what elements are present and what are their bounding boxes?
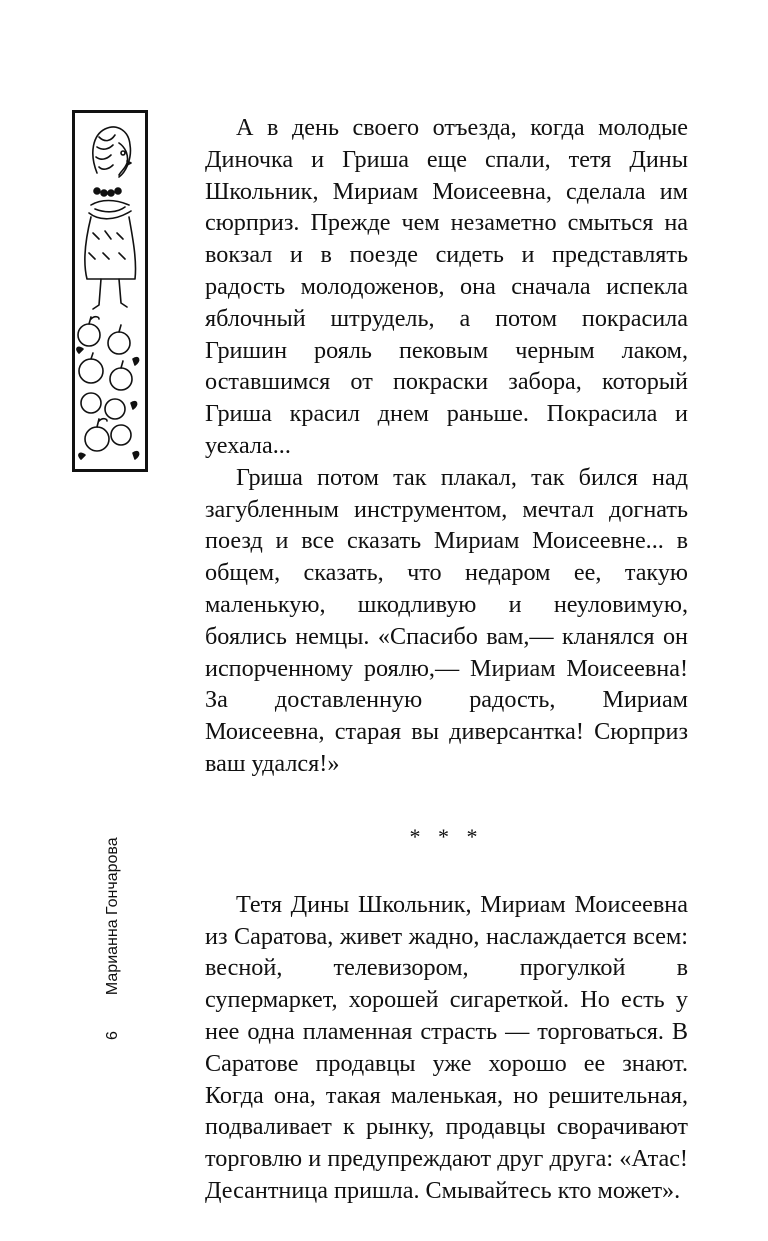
illustration-svg (75, 113, 145, 469)
woman-with-apples-drawing-icon (72, 110, 148, 472)
paragraph-3: Тетя Дины Школьник, Мириам Моисеевна из Саратова, живет жадно, наслаждается всем: весной, телевизором, прогулкой в супермаркет, хорошей сигареткой. Но есть у нее одна пламенная страсть — торговаться. В Саратове продавцы уже хорошо ее знают. Когда она, такая маленькая, но решительная, подваливает к рынку, продавцы сворачивают торговлю и предупреждают друг друга: «Атас! Десантница пришла. Смывайтесь кто может». (205, 890, 688, 1204)
section-separator: * * * (409, 823, 484, 849)
running-head (104, 837, 122, 1040)
paragraph-1: А в день своего отъезда, когда молодые Диночка и Гриша еще спали, тетя Дины Школьник, Мириам Моисеевна, сделала им сюрприз. Прежде чем незаметно смыться на вокзал и в поезде сидеть и представлять радость молодоженов, она сначала испекла яблочный штрудель, а потом покрасила Гришин рояль пековым черным лаком, оставшимся от покраски забора, который Гриша красил днем раньше. Покрасила и уехала... (205, 114, 688, 459)
author-name: Марианна Гончарова (104, 837, 121, 996)
page-number: 6 (104, 1031, 121, 1040)
paragraph-2: Гриша потом так плакал, так бился над загубленным инструментом, мечтал догнать поезд и все сказать Мириам Моисеевне... в общем, сказать, что недаром ее, такую маленькую, шкодливую и неуловимую, боялись немцы. «Спасибо вам,— кланялся он испорченному роялю,— Мириам Моисеевна! За доставленную радость, Мириам Моисеевна, старая вы диверсантка! Сюрприз ваш удался!» (205, 463, 688, 777)
main-text (205, 112, 688, 1207)
